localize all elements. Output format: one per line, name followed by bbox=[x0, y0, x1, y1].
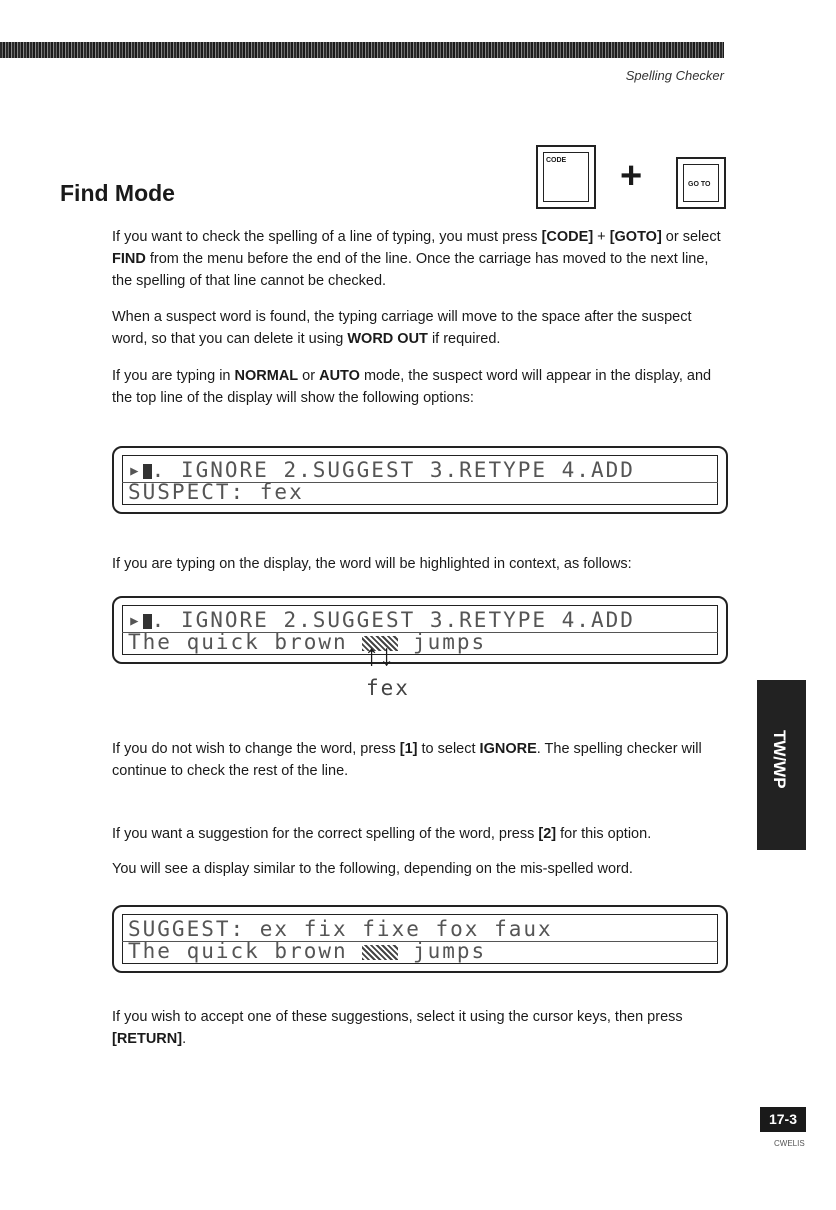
plus-sign: + bbox=[620, 155, 643, 197]
page-number: 17-3 bbox=[760, 1107, 806, 1132]
lcd-display-context bbox=[112, 596, 728, 664]
goto-key-label: GO TO bbox=[688, 181, 711, 188]
paragraph-8: If you wish to accept one of these suggestions, select it using the cursor keys, then press [RETURN]. bbox=[112, 1009, 683, 1047]
paragraph-1: If you want to check the spelling of a line of typing, you must press [CODE] + [GOTO] or select FIND from the menu before the end of the line. Once the carriage has moved to the next line, the spelling of that line cannot be checked. bbox=[112, 229, 721, 289]
cursor-block bbox=[143, 614, 152, 629]
suspect-word: fex bbox=[366, 676, 410, 700]
code-key-label: CODE bbox=[546, 157, 567, 164]
paragraph-5: If you do not wish to change the word, press [1] to select IGNORE. The spelling checker will continue to check the rest of the line. bbox=[112, 741, 702, 779]
cursor-block bbox=[143, 464, 152, 479]
code-key bbox=[536, 145, 596, 209]
page-title: Find Mode bbox=[60, 180, 175, 206]
paragraph-2: When a suspect word is found, the typing carriage will move to the space after the suspect word, so that you can delete it using WORD OUT if required. bbox=[112, 309, 692, 347]
paragraph-4: If you are typing on the display, the word will be highlighted in context, as follows: bbox=[112, 556, 632, 572]
lcd-line-1: ▸ . IGNORE 2.SUGGEST 3.RETYPE 4.ADD bbox=[128, 608, 635, 632]
lcd-display-suspect bbox=[112, 446, 728, 514]
highlighted-word bbox=[362, 945, 398, 960]
paragraph-6: If you want a suggestion for the correct spelling of the word, press [2] for this option. bbox=[112, 826, 652, 842]
lcd-line-1: ▸ . IGNORE 2.SUGGEST 3.RETYPE 4.ADD bbox=[128, 458, 635, 482]
chapter-side-tab: TW/WP bbox=[757, 680, 806, 850]
key-combination bbox=[536, 143, 726, 207]
lcd-display-suggest bbox=[112, 905, 728, 973]
section-header: Spelling Checker bbox=[625, 68, 724, 83]
page-footer-label: CWELIS bbox=[774, 1139, 805, 1148]
lcd-line-2: SUSPECT: fex bbox=[128, 480, 304, 504]
lcd-line-2: The quick brown jumps bbox=[128, 939, 487, 963]
header-bar bbox=[0, 42, 724, 58]
lcd-line-1: SUGGEST: ex fix fixe fox faux bbox=[128, 917, 553, 941]
up-down-arrow-icon: ↑↓ bbox=[364, 639, 394, 672]
paragraph-3: If you are typing in NORMAL or AUTO mode, the suspect word will appear in the display, and the top line of the display will show the following options: bbox=[112, 368, 712, 406]
goto-key bbox=[676, 157, 726, 209]
paragraph-7: You will see a display similar to the following, depending on the mis-spelled word. bbox=[112, 861, 633, 877]
lcd-line-2: The quick brown jumps bbox=[128, 630, 487, 654]
